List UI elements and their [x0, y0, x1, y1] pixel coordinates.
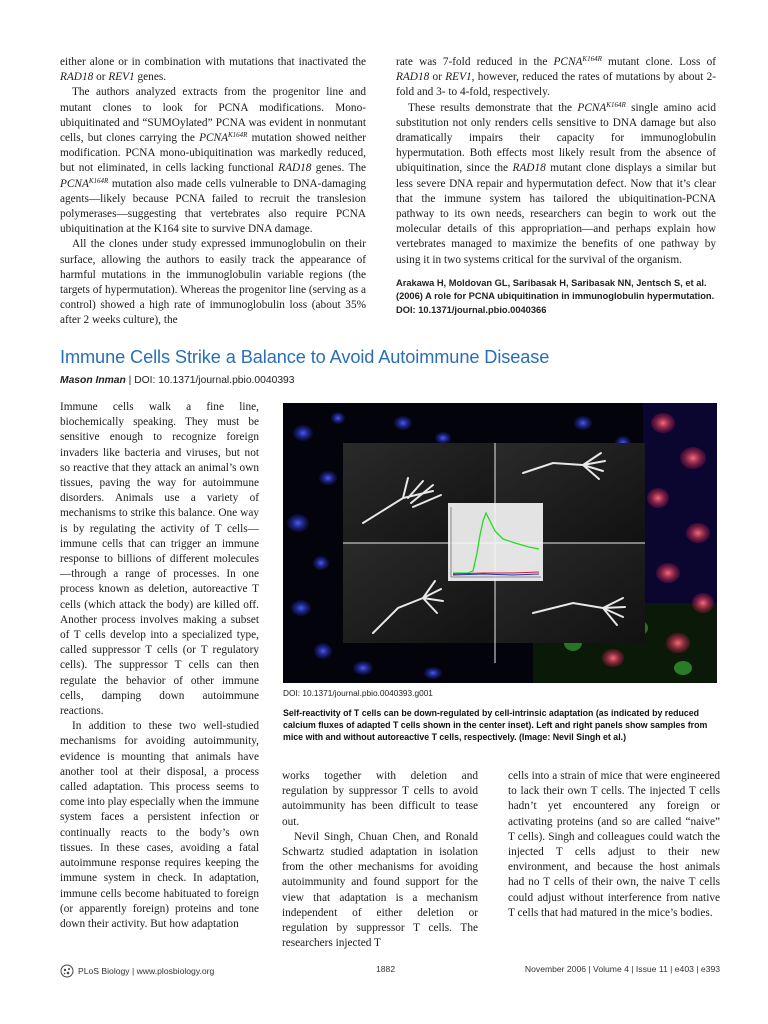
article-right-column	[508, 769, 720, 921]
footer-journal	[60, 964, 214, 978]
article-doi: DOI: 10.1371/journal.pbio.0040393	[134, 375, 295, 386]
footer-issue: November 2006 | Volume 4 | Issue 11 | e403 | e393	[524, 964, 720, 974]
body-paragraph-2: In addition to these two well-studied mechanisms for avoiding autoimmunity, evidence is mounting that animals have another tool at their disposal, a process called adaptation. This process seems to come into play especially when the immune system faces a persistent infection or continually reacts to the body’s own tissues. In these cases, avoiding a fatal autoimmune response requires keeping the immune system in check. In adaptation, immune cells become habituated to foreign (or apparently foreign) proteins and tone down their activity. But how adaptation	[60, 720, 259, 930]
article-title: Immune Cells Strike a Balance to Avoid Autoimmune Disease	[60, 347, 550, 367]
figure-doi: DOI: 10.1371/journal.pbio.0040393.g001	[283, 688, 433, 698]
figure-image	[283, 403, 717, 683]
prev-left-paragraph-2: The authors analyzed extracts from the progenitor line and mutant clones to look for PCNA modifications. Mono-ubiquitinated and “SUMOylated” PCNA was evident in nonmutant cells, but clones carrying the $PCNA^{K164R}$ mutation showed neither modification. PCNA mono-ubiquitination was markedly reduced, but not eliminated, in cells lacking functional RAD18 genes. The $PCNA^{K164R}$ mutation also made cells vulnerable to DNA-damaging agents—likely because PCNA failed to recruit the translesion polymerases—suggesting that vertebrates also require PCNA ubiquitination at the K164 site to survive DNA damage.	[60, 86, 367, 236]
author-name: Mason Inman	[60, 375, 126, 386]
page-number: 1882	[376, 964, 396, 974]
page-footer	[60, 962, 720, 978]
prev-article-right-column	[396, 55, 716, 317]
footer-journal-text: PLoS Biology | www.plosbiology.org	[78, 966, 215, 976]
prev-article-left-column	[60, 55, 366, 329]
byline-separator: |	[125, 375, 135, 386]
byline	[60, 375, 720, 386]
prev-left-paragraph-1: either alone or in combination with mutations that inactivated the RAD18 or REV1 genes.	[60, 56, 366, 84]
calcium-flux-inset	[448, 503, 543, 581]
prev-left-paragraph-3: All the clones under study expressed immunoglobulin on their surface, allowing the authors to easily track the appearance of harmful mutations in the immunoglobulin variable regions (the targets of hypermutation). Whereas the progenitor line (serving as a control) showed a high rate of immunoglobulin loss (about 35% after 2 weeks culture), the	[60, 238, 366, 327]
prev-right-paragraph-1: rate was 7-fold reduced in the $PCNA^{K164R}$ mutant clone. Loss of RAD18 or REV1, however, reduced the rates of mutations by about 2-fold and 3- to 4-fold, respectively.	[396, 55, 716, 99]
figure-caption: Self-reactivity of T cells can be down-regulated by cell-intrinsic adaptation (as indicated by reduced calcium fluxes of adapted T cells shown in the center inset). Left and right panels show samples from mice with and without autoreactive T cells, respectively. (Image: Nevil Singh et al.)	[283, 708, 708, 743]
prev-right-paragraph-2: These results demonstrate that the $PCNA^{K164R}$ single amino acid substitution not only renders cells sensitive to DNA damage but also dramatically impairs their capacity for immunoglobulin hypermutation. Both effects most likely result from the absence of ubiquitination, since the RAD18 mutant clone displays a similar but less severe DNA repair and hypermutation defect. Now that it’s clear that the immune system has tailored the ubiquitination-PCNA pathway to its own needs, researchers can begin to work out the molecular details of this appropriation—and perhaps explain how vertebrates managed to maximize the benefits of one pathway by using it in two systems critical for the survival of the organism.	[396, 100, 716, 266]
body-paragraph-1: Immune cells walk a fine line, biochemically speaking. They must be sensitive enough to recognize foreign invaders like bacteria and viruses, but not so reactive that they attack an animal’s own tissues, paving the way for autoimmune disorders. Animals use a variety of mechanisms to strike this balance. One way is by regulating the activity of T cells—immune cells that can trigger an immune response to billions of different molecules—through a range of processes. In one process known as deletion, autoreactive T cells (which attack the body) are killed off. Another process involves making a subset of T cells develop into a specialized type, called suppressor T cells (or T regulatory cells). The suppressor T cells can then regulate the behavior of other immune cells, damping down autoimmune reactions.	[60, 401, 259, 718]
body-paragraph-3: works together with deletion and regulation by suppressor T cells to avoid autoimmunity has been difficult to tease out.	[282, 770, 478, 828]
article-left-column	[60, 400, 259, 932]
body-paragraph-4: Nevil Singh, Chuan Chen, and Ronald Schwartz studied adaptation in isolation from the other mechanisms for avoiding autoimmunity and found support for the view that adaptation is a mechanism independent of either deletion or regulation by suppressor T cells. The researchers injected T	[282, 830, 478, 950]
citation: Arakawa H, Moldovan GL, Saribasak H, Saribasak NN, Jentsch S, et al. (2006) A role for PCNA ubiquitination in immunoglobulin hypermutation. DOI: 10.1371/journal.pbio.0040366	[396, 277, 715, 315]
micrograph-composite	[283, 403, 717, 683]
body-paragraph-5: cells into a strain of mice that were engineered to lack their own T cells. The injected T cells hadn’t yet encountered any foreign or activating proteins (and so are called “naive” T cells). Singh and colleagues could watch the injected T cells adjust to their new environment, and because the host animals had no T cells of their own, the naive T cells could adjust without interference from native T cells that had matured in the mice’s bodies.	[508, 770, 720, 919]
article-middle-column	[282, 769, 478, 951]
plos-logo-icon	[60, 964, 74, 978]
